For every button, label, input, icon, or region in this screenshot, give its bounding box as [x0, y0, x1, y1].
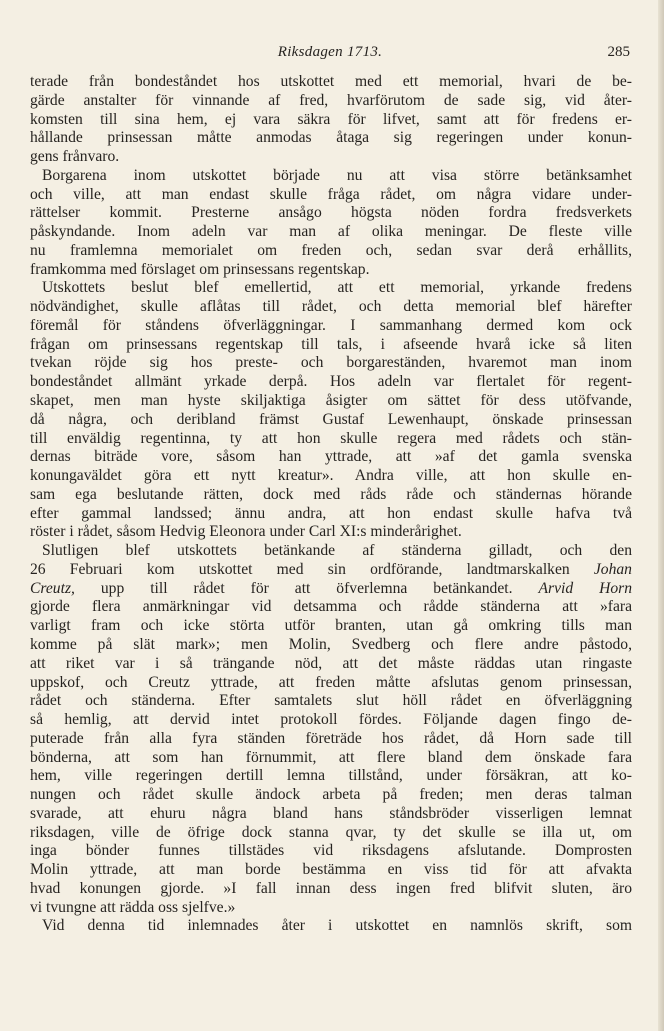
line-text: komsten till sina hem, ej vara säkra för lifvet, samt att för fredens er- — [30, 110, 632, 128]
text-line — [30, 861, 632, 880]
body-text — [30, 73, 632, 936]
line-text: svarade, att ehuru några bland hans ståndsbröder visserligen lemnat — [30, 804, 632, 822]
italic-name: Creutz, — [30, 579, 75, 597]
line-text: Vid denna tid inlemnades åter i utskottet en namnlös skrift, som — [42, 917, 632, 935]
line-text: varligt fram och icke störta utför branten, utan gå omkring tills man — [30, 617, 632, 635]
line-text: rådet och ständerna. Efter samtalets slut höll rådet en öfverläggning — [30, 692, 632, 710]
line-text: nödvändighet, skulle aflåtas till rådet, och detta memorial blef härefter — [30, 298, 632, 316]
line-text: hvad konungen gjorde. »I fall innan dess ingen fred blifvit sluten, äro — [30, 879, 632, 897]
line-text: rättelser kommit. Presterne ansågo högsta nöden fordra fredsverkets — [30, 204, 632, 222]
line-text: påskyndande. Inom adeln var man af olika meningar. De fleste ville — [30, 223, 632, 241]
text-line — [30, 617, 632, 636]
line-text: Utskottets beslut blef emellertid, att ett memorial, yrkande fredens — [42, 279, 632, 297]
line-text: hållande prinsessan måtte anmodas åtaga sig regeringen under konun- — [30, 129, 632, 147]
italic-name: Johan — [593, 560, 632, 578]
text-line — [30, 129, 632, 148]
text-line — [30, 411, 632, 430]
text-line — [30, 223, 632, 242]
text-line — [30, 842, 632, 861]
text-line — [30, 655, 632, 674]
line-text: Borgarena inom utskottet började nu att visa större betänksamhet — [42, 166, 632, 184]
text-line — [30, 767, 632, 786]
text-line — [30, 598, 632, 617]
line-text: Molin yttrade, att man borde bestämma en viss tid för att afvakta — [30, 861, 632, 879]
text-line — [30, 824, 632, 843]
text-line — [30, 242, 632, 261]
text-line — [30, 373, 632, 392]
line-text: och ville, att man endast skulle fråga rådet, om några vidare under- — [30, 185, 632, 203]
line-text: tvekan röjde sig hos preste- och borgareständen, hvaremot man inom — [30, 354, 632, 372]
text-line — [30, 204, 632, 223]
text-line — [30, 542, 632, 561]
text-line — [30, 186, 632, 205]
text-line — [30, 749, 632, 768]
text-line — [30, 674, 632, 693]
line-text: dernas biträde vore, såsom han yttrade, att »af det gamla svenska — [30, 448, 632, 466]
line-text: bondeståndet allmänt yrkade derpå. Hos adeln var flertalet för regent- — [30, 373, 632, 391]
text-line — [30, 167, 632, 186]
text-line — [30, 92, 632, 111]
line-text: Slutligen blef utskottets betänkande af ständerna gilladt, och den — [42, 542, 632, 560]
text-line — [30, 636, 632, 655]
text-line — [30, 561, 632, 580]
text-line — [30, 148, 632, 167]
page-header — [30, 44, 630, 68]
text-line — [30, 261, 632, 280]
line-text: 26 Februari kom utskottet med sin ordförande, landtmarskalken — [30, 560, 570, 578]
line-text: framkomma med förslaget om prinsessans regentskap. — [30, 260, 370, 278]
text-line — [30, 430, 632, 449]
text-line — [30, 880, 632, 899]
text-line — [30, 711, 632, 730]
line-text: så hemlig, att dervid intet protokoll fördes. Följande dagen fingo de- — [30, 711, 632, 729]
line-text: till enväldig regentinna, ty att hon skulle regera med rådets och stän- — [30, 429, 632, 447]
text-line — [30, 354, 632, 373]
line-text: riksdagen, ville de öfrige dock stanna qvar, ty det skulle se illa ut, om — [30, 823, 632, 841]
text-line — [30, 899, 632, 918]
line-text: upp till rådet för att öfverlemna betänkandet. — [74, 579, 513, 597]
line-text: konungaväldet göra ett nytt kreatur». Andra ville, att hon skulle en- — [30, 467, 632, 485]
line-text: skapet, men man hyste skiljaktiga åsigter om sättet för dess utöfvande, — [30, 392, 632, 410]
text-line — [30, 505, 632, 524]
text-line — [30, 523, 632, 542]
line-text: vi tvungne att rädda oss sjelfve.» — [30, 898, 236, 916]
text-line — [30, 317, 632, 336]
text-line — [30, 580, 632, 599]
line-text: komme på slät mark»; men Molin, Svedberg och flere andre påstodo, — [30, 635, 632, 653]
line-text: gärde anstalter för vinnande af fred, hvarförutom de sade sig, vid åter- — [30, 91, 632, 109]
text-line — [30, 917, 632, 936]
line-text: hem, ville regeringen dertill lemna tillstånd, under försäkran, att ko- — [30, 767, 632, 785]
text-line — [30, 730, 632, 749]
line-text: gens frånvaro. — [30, 148, 120, 166]
line-text: att riket var i så trängande nöd, att det måste räddas utan ringaste — [30, 654, 632, 672]
line-text: föremål för ståndens öfverläggningar. I sammanhang dermed kom ock — [30, 316, 632, 334]
text-line — [30, 692, 632, 711]
line-text: röster i rådet, såsom Hedvig Eleonora under Carl XI:s minderårighet. — [30, 523, 462, 541]
text-line — [30, 392, 632, 411]
line-text: bönderna, att som han förnummit, att flere bland dem önskade fara — [30, 748, 632, 766]
line-text: nu framlemna memorialet om freden och, sedan svar derå erhållits, — [30, 241, 632, 259]
line-text: puterade från alla fyra ständen företräde hos rådet, då Horn sade till — [30, 729, 632, 747]
text-line — [30, 279, 632, 298]
line-text: gjorde flera anmärkningar vid detsamma och rådde ständerna att »fara — [30, 598, 632, 616]
page-number: 285 — [607, 44, 630, 60]
line-text: inga bönder funnes tillstädes vid riksdagens afslutande. Domprosten — [30, 842, 632, 860]
text-line — [30, 786, 632, 805]
running-title: Riksdagen 1713. — [277, 44, 383, 60]
page-edge-shadow — [658, 0, 664, 1031]
line-text: frågan om prinsessans regentskap till tals, i afseende hvarå icke så liten — [30, 335, 632, 353]
line-text: efter gammal landssed; ännu andra, att hon endast skulle hafva två — [30, 504, 632, 522]
line-text: då några, och deribland främst Gustaf Lewenhaupt, önskade prinsessan — [30, 410, 632, 428]
line-text: sam ega beslutande rätten, dock med råds råde och ständernas hörande — [30, 485, 632, 503]
line-text: nungen och rådet skulle ändock arbeta på freden; men deras talman — [30, 786, 632, 804]
text-line — [30, 805, 632, 824]
text-line — [30, 486, 632, 505]
text-line — [30, 467, 632, 486]
text-line — [30, 73, 632, 92]
line-text: terade från bondeståndet hos utskottet med ett memorial, hvari de be- — [30, 73, 632, 90]
line-text: uppskof, och Creutz yttrade, att freden måtte afslutas genom prinsessan, — [30, 673, 632, 691]
text-line — [30, 336, 632, 355]
text-line — [30, 448, 632, 467]
text-line — [30, 111, 632, 130]
text-line — [30, 298, 632, 317]
italic-name: Arvid Horn — [538, 579, 632, 597]
